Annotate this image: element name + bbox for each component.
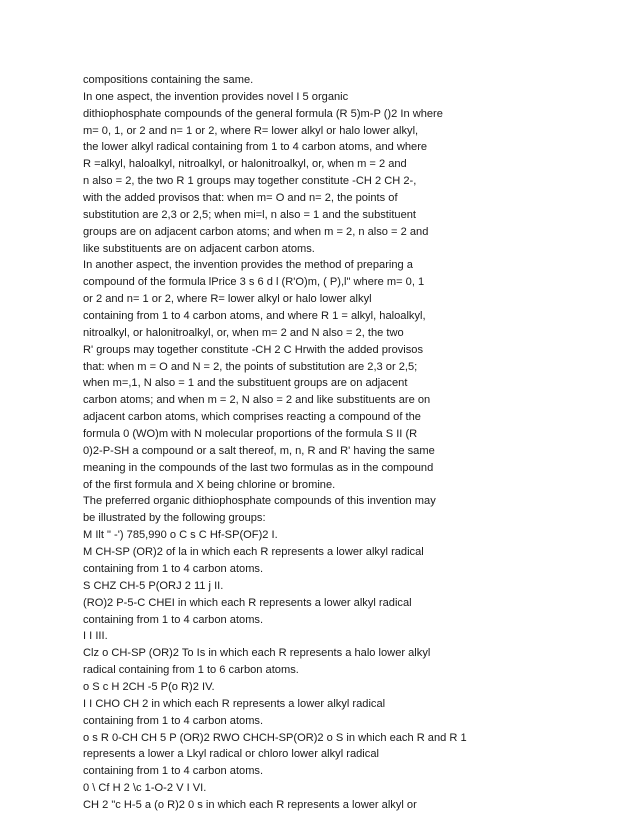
text-line: Clz o CH-SP (OR)2 To Is in which each R represents a halo lower alkyl [83, 647, 431, 660]
text-line: I I III. [83, 630, 108, 643]
text-line: R' groups may together constitute -CH 2 C Hrwith the added provisos [83, 343, 424, 356]
text-line: containing from 1 to 4 carbon atoms. [83, 765, 264, 778]
text-line: M Ilt " -') 785,990 o C s C Hf-SP(OF)2 I. [83, 529, 278, 542]
text-line: m= 0, 1, or 2 and n= 1 or 2, where R= lower alkyl or halo lower alkyl, [83, 124, 419, 137]
text-line: containing from 1 to 4 carbon atoms, and where R 1 = alkyl, haloalkyl, [83, 310, 426, 323]
text-line: be illustrated by the following groups: [83, 512, 266, 525]
text-line: In one aspect, the invention provides novel I 5 organic [83, 90, 349, 103]
text-line: (RO)2 P-5-C CHEI in which each R represents a lower alkyl radical [83, 596, 412, 609]
text-line: o s R 0-CH CH 5 P (OR)2 RWO CHCH-SP(OR)2 o S in which each R and R 1 [83, 731, 467, 744]
text-line: meaning in the compounds of the last two formulas as in the compound [83, 461, 434, 474]
text-line: containing from 1 to 4 carbon atoms. [83, 613, 264, 626]
text-line: represents a lower a Lkyl radical or chloro lower alkyl radical [83, 748, 379, 761]
text-line: M CH-SP (OR)2 of la in which each R represents a lower alkyl radical [83, 546, 424, 559]
text-line: dithiophosphate compounds of the general formula (R 5)m-P ()2 In where [83, 107, 443, 120]
text-line: nitroalkyl, or halonitroalkyl, or, when m= 2 and N also = 2, the two [83, 326, 404, 339]
text-line: like substituents are on adjacent carbon atoms. [83, 242, 315, 255]
text-line: with the added provisos that: when m= O and n= 2, the points of [83, 192, 398, 205]
text-line: substitution are 2,3 or 2,5; when mi=l, n also = 1 and the substituent [83, 208, 417, 221]
text-line: that: when m = O and N = 2, the points of substitution are 2,3 or 2,5; [83, 360, 418, 373]
text-line: when m=,1, N also = 1 and the substituent groups are on adjacent [83, 377, 408, 390]
text-line: carbon atoms; and when m = 2, N also = 2 and like substituents are on [83, 394, 431, 407]
text-line: 0 \ Cf H 2 \c 1-O-2 V I VI. [83, 782, 207, 795]
text-line: In another aspect, the invention provides the method of preparing a [83, 259, 413, 272]
text-line: containing from 1 to 4 carbon atoms. [83, 562, 264, 575]
text-line: or 2 and n= 1 or 2, where R= lower alkyl or halo lower alkyl [83, 293, 372, 306]
patent-text-block [83, 72, 483, 814]
text-line: groups are on adjacent carbon atoms; and when m = 2, n also = 2 and [83, 225, 429, 238]
text-line: R =alkyl, haloalkyl, nitroalkyl, or halonitroalkyl, or, when m = 2 and [83, 158, 407, 171]
text-line: formula 0 (WO)m with N molecular proportions of the formula S II (R [83, 428, 418, 441]
text-line: compound of the formula lPrice 3 s 6 d l (R'O)m, ( P),l" where m= 0, 1 [83, 276, 425, 289]
text-line: compositions containing the same. [83, 74, 254, 86]
text-line: containing from 1 to 4 carbon atoms. [83, 714, 264, 727]
text-line: o S c H 2CH -5 P(o R)2 IV. [83, 680, 215, 693]
text-line: the lower alkyl radical containing from 1 to 4 carbon atoms, and where [83, 141, 428, 154]
text-line: 0)2-P-SH a compound or a salt thereof, m, n, R and R' having the same [83, 444, 435, 457]
text-line: I I CHO CH 2 in which each R represents a lower alkyl radical [83, 697, 386, 710]
text-line: of the first formula and X being chlorine or bromine. [83, 478, 336, 491]
text-line: The preferred organic dithiophosphate compounds of this invention may [83, 495, 436, 508]
text-line: radical containing from 1 to 6 carbon atoms. [83, 664, 299, 677]
text-line: n also = 2, the two R 1 groups may together constitute -CH 2 CH 2-, [83, 175, 417, 188]
text-line: S CHZ CH-5 P(ORJ 2 11 j II. [83, 579, 224, 592]
text-line: CH 2 "c H-5 a (o R)2 0 s in which each R represents a lower alkyl or [83, 798, 417, 811]
text-line: adjacent carbon atoms, which comprises reacting a compound of the [83, 411, 421, 424]
